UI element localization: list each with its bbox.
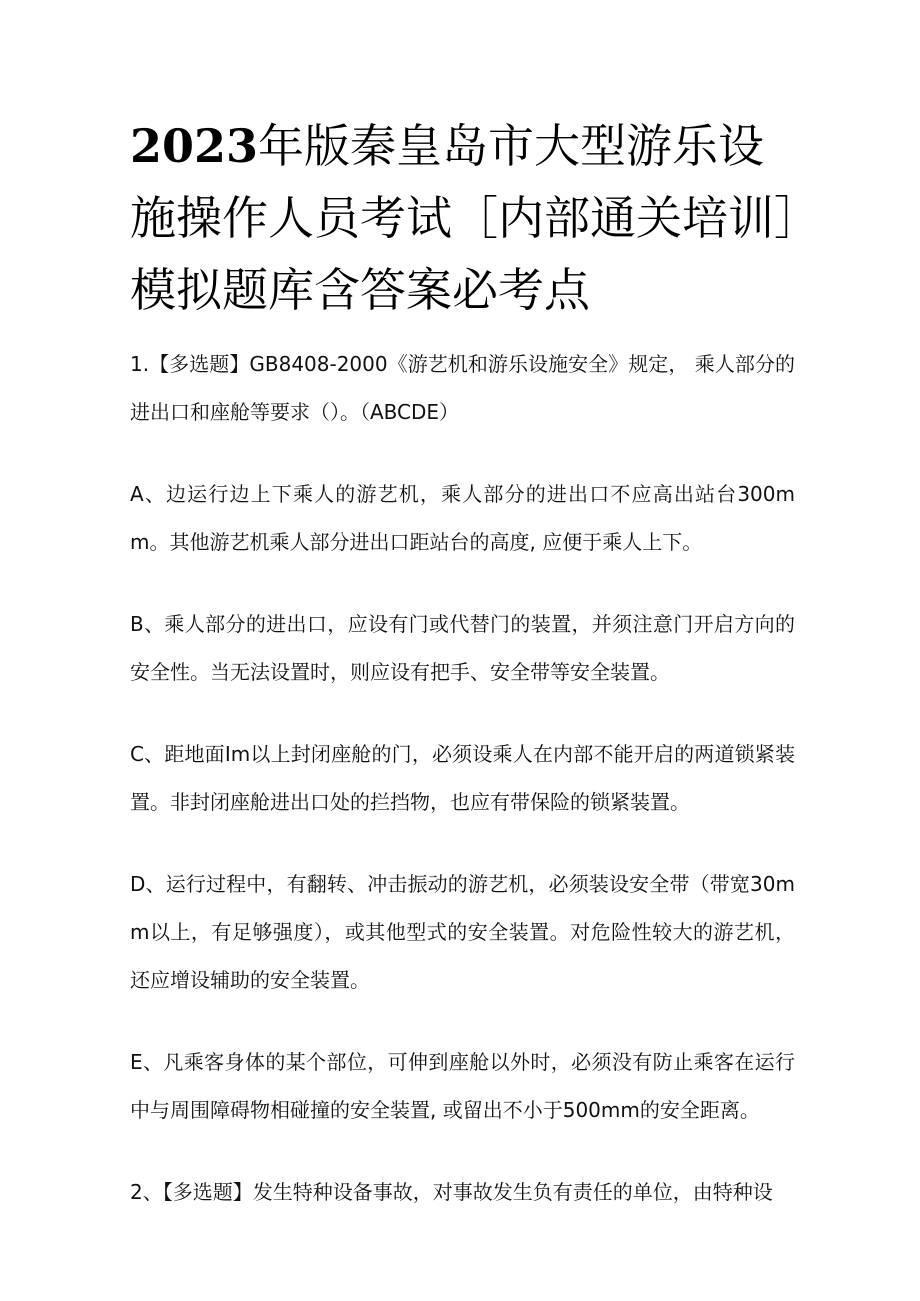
title-text: 年版秦皇岛市大型游乐设施操作人员考试［内部通关培训］模拟题库含答案必考点 [130,119,797,317]
option-d: D、运行过程中，有翻转、冲击振动的游艺机，必须装设安全带（带宽30mm以上，有足够强度），或其他型式的安全装置。对危险性较大的游艺机，还应增设辅助的安全装置。 [130,872,795,992]
question-1-stem: 1.【多选题】GB8408-2000《游艺机和游乐设施安全》规定， 乘人部分的进出口和座舱等要求（）。（ABCDE） [130,352,795,424]
option-b: B、乘人部分的进出口，应设有门或代替门的装置，并须注意门开启方向的安全性。当无法设置时，则应设有把手、安全带等安全装置。 [130,612,795,684]
option-c: C、距地面Im以上封闭座舱的门，必须设乘人在内部不能开启的两道锁紧装置。非封闭座舱进出口处的拦挡物，也应有带保险的锁紧装置。 [130,742,795,814]
question-2-stem: 2、【多选题】发生特种设备事故，对事故发生负有责任的单位，由特种设 [130,1180,773,1204]
title-year: 2023 [130,119,259,173]
question-content [130,340,795,1250]
document-title [130,110,800,326]
option-e: E、凡乘客身体的某个部位，可伸到座舱以外时，必须没有防止乘客在运行中与周围障碍物相碰撞的安全装置, 或留出不小于500mm的安全距离。 [130,1050,795,1122]
option-a: A、边运行边上下乘人的游艺机，乘人部分的进出口不应高出站台300mm。其他游艺机乘人部分进出口距站台的高度, 应便于乘人上下。 [130,482,795,554]
